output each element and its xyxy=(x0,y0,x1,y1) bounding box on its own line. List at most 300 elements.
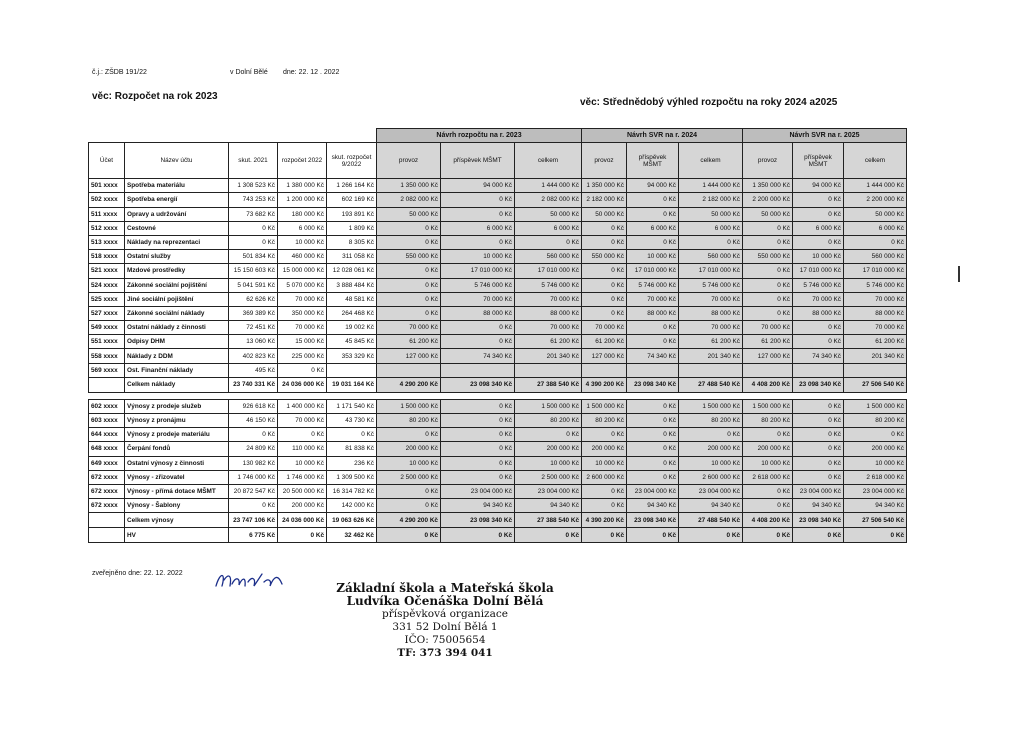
cell-value: 23 004 000 Kč xyxy=(627,484,679,498)
cell-value: 23 004 000 Kč xyxy=(793,484,844,498)
cell-value: 0 Kč xyxy=(377,528,441,543)
cell-value: 0 Kč xyxy=(441,235,515,249)
cell-value: 2 182 000 Kč xyxy=(582,193,627,207)
revenue-total-row xyxy=(89,513,907,528)
group-2023: Návrh rozpočtu na r. 2023 xyxy=(377,129,582,143)
cell-value: 110 000 Kč xyxy=(278,442,327,456)
table-row xyxy=(89,456,907,470)
cell-value: 15 000 000 Kč xyxy=(278,264,327,278)
title-midterm-outlook: věc: Střednědobý výhled rozpočtu na roky 2024 a2025 xyxy=(580,97,838,108)
cell-account xyxy=(89,377,125,392)
cell-value xyxy=(582,363,627,377)
cell-value: 1 444 000 Kč xyxy=(679,179,743,193)
cell-value: 6 000 Kč xyxy=(441,221,515,235)
cell-value: 6 000 Kč xyxy=(515,221,582,235)
cell-value: 50 000 Kč xyxy=(377,207,441,221)
cell-value: 70 000 Kč xyxy=(844,321,907,335)
cell-value: 61 200 Kč xyxy=(582,335,627,349)
cell-account: 527 xxxx xyxy=(89,306,125,320)
cell-value: 23 004 000 Kč xyxy=(844,484,907,498)
cell-value: 27 506 540 Kč xyxy=(844,377,907,392)
table-row xyxy=(89,428,907,442)
cell-value: 2 600 000 Kč xyxy=(679,470,743,484)
cell-value: 1 746 000 Kč xyxy=(229,470,278,484)
cell-value: 74 340 Kč xyxy=(793,349,844,363)
cell-value: 2 500 000 Kč xyxy=(377,470,441,484)
cell-name: Výnosy - zřizovatel xyxy=(125,470,229,484)
cell-value: 80 200 Kč xyxy=(582,414,627,428)
cell-value: 0 Kč xyxy=(627,399,679,413)
cell-value: 560 000 Kč xyxy=(515,250,582,264)
cell-value: 460 000 Kč xyxy=(278,250,327,264)
table-row xyxy=(89,179,907,193)
cell-value: 73 682 Kč xyxy=(229,207,278,221)
cell-value: 70 000 Kč xyxy=(679,321,743,335)
cell-value: 16 314 782 Kč xyxy=(327,484,377,498)
cell-value: 4 290 200 Kč xyxy=(377,513,441,528)
stamp-line-6: TF: 373 394 041 xyxy=(397,647,493,659)
separator-cell xyxy=(229,392,278,399)
cell-account: 644 xxxx xyxy=(89,428,125,442)
cell-name: Zákonné sociální pojištění xyxy=(125,278,229,292)
cell-value: 0 Kč xyxy=(793,207,844,221)
cell-value xyxy=(327,363,377,377)
cell-name: Výnosy - přímá dotace MŠMT xyxy=(125,484,229,498)
cell-value: 127 000 Kč xyxy=(743,349,793,363)
stamp-line-4: 331 52 Dolní Bělá 1 xyxy=(392,621,498,633)
school-stamp xyxy=(335,582,555,660)
cell-value: 5 746 000 Kč xyxy=(793,278,844,292)
title-budget-2023: věc: Rozpočet na rok 2023 xyxy=(92,91,218,102)
cell-value: 10 000 Kč xyxy=(377,456,441,470)
cell-value: 0 Kč xyxy=(582,235,627,249)
cell-value: 10 000 Kč xyxy=(844,456,907,470)
document-ref: č.j.: ZŠDB 191/22 xyxy=(92,69,147,76)
cell-name: Čerpání fondů xyxy=(125,442,229,456)
document-place: v Dolní Bělé xyxy=(230,69,268,76)
cell-value: 560 000 Kč xyxy=(679,250,743,264)
cell-value: 0 Kč xyxy=(582,499,627,513)
cell-value: 353 329 Kč xyxy=(327,349,377,363)
cell-value: 0 Kč xyxy=(441,335,515,349)
cell-value: 81 838 Kč xyxy=(327,442,377,456)
signature-icon xyxy=(212,568,292,594)
cell-account: 518 xxxx xyxy=(89,250,125,264)
col-msmt-2025: příspěvek MŠMT xyxy=(793,143,844,179)
cell-value: 0 Kč xyxy=(582,484,627,498)
cell-value xyxy=(743,363,793,377)
cell-value: 10 000 Kč xyxy=(278,456,327,470)
cell-value: 0 Kč xyxy=(582,292,627,306)
cell-value: 50 000 Kč xyxy=(743,207,793,221)
cell-value: 0 Kč xyxy=(582,221,627,235)
cell-value: 1 746 000 Kč xyxy=(278,470,327,484)
cell-value: 2 618 000 Kč xyxy=(844,470,907,484)
cell-value: 23 098 340 Kč xyxy=(793,513,844,528)
cell-value: 0 Kč xyxy=(627,207,679,221)
cell-value: 1 444 000 Kč xyxy=(844,179,907,193)
cell-value: 0 Kč xyxy=(515,528,582,543)
cell-value: 23 004 000 Kč xyxy=(441,484,515,498)
cell-value: 180 000 Kč xyxy=(278,207,327,221)
cell-value: 0 Kč xyxy=(377,264,441,278)
cell-value: 1 380 000 Kč xyxy=(278,179,327,193)
cell-name: Ostatní výnosy z činnosti xyxy=(125,456,229,470)
table-row xyxy=(89,470,907,484)
cell-value: 127 000 Kč xyxy=(377,349,441,363)
col-provoz-2024: provoz xyxy=(582,143,627,179)
cell-value: 550 000 Kč xyxy=(582,250,627,264)
section-separator xyxy=(89,392,907,399)
table-row xyxy=(89,221,907,235)
cell-value: 94 340 Kč xyxy=(441,499,515,513)
cell-account xyxy=(89,513,125,528)
cell-value: 127 000 Kč xyxy=(582,349,627,363)
cell-account: 672 xxxx xyxy=(89,470,125,484)
cell-value: 2 082 000 Kč xyxy=(515,193,582,207)
cell-value: 236 Kč xyxy=(327,456,377,470)
cell-name: Jiné sociální pojištění xyxy=(125,292,229,306)
cell-value: 24 809 Kč xyxy=(229,442,278,456)
cell-value: 88 000 Kč xyxy=(679,306,743,320)
cell-value: 0 Kč xyxy=(441,193,515,207)
cell-value: 94 340 Kč xyxy=(679,499,743,513)
cell-value: 602 169 Kč xyxy=(327,193,377,207)
cell-value: 0 Kč xyxy=(229,235,278,249)
cell-value: 0 Kč xyxy=(515,235,582,249)
margin-mark xyxy=(958,266,960,282)
cell-value: 550 000 Kč xyxy=(743,250,793,264)
separator-cell xyxy=(327,392,377,399)
cell-value: 1 350 000 Kč xyxy=(582,179,627,193)
cell-value: 80 200 Kč xyxy=(743,414,793,428)
cell-value: 0 Kč xyxy=(743,528,793,543)
cell-value: 43 730 Kč xyxy=(327,414,377,428)
cell-value: 5 746 000 Kč xyxy=(679,278,743,292)
document-date: dne: 22. 12 . 2022 xyxy=(283,69,340,76)
table-row xyxy=(89,349,907,363)
separator-cell xyxy=(125,392,229,399)
cell-value: 402 823 Kč xyxy=(229,349,278,363)
cell-value: 0 Kč xyxy=(582,528,627,543)
col-actual-2021: skut. 2021 xyxy=(229,143,278,179)
cell-value: 0 Kč xyxy=(441,470,515,484)
col-name: Název účtu xyxy=(125,143,229,179)
cell-name: Zákonné sociální náklady xyxy=(125,306,229,320)
cell-value: 94 340 Kč xyxy=(793,499,844,513)
cell-value: 0 Kč xyxy=(229,428,278,442)
cell-value: 501 834 Kč xyxy=(229,250,278,264)
cell-value xyxy=(441,363,515,377)
cell-value: 6 000 Kč xyxy=(627,221,679,235)
cell-value: 70 000 Kč xyxy=(377,321,441,335)
table-row xyxy=(89,235,907,249)
cell-value: 88 000 Kč xyxy=(515,306,582,320)
cell-value: 94 000 Kč xyxy=(627,179,679,193)
col-budget-2022: rozpočet 2022 xyxy=(278,143,327,179)
cell-name: Celkem náklady xyxy=(125,377,229,392)
cell-value: 10 000 Kč xyxy=(278,235,327,249)
cell-value: 200 000 Kč xyxy=(582,442,627,456)
cell-value: 0 Kč xyxy=(441,414,515,428)
hv-row xyxy=(89,528,907,543)
cell-value: 80 200 Kč xyxy=(515,414,582,428)
col-provoz-2023: provoz xyxy=(377,143,441,179)
cell-value: 0 Kč xyxy=(743,484,793,498)
cell-value: 2 182 000 Kč xyxy=(679,193,743,207)
cell-account: 648 xxxx xyxy=(89,442,125,456)
cell-value xyxy=(844,363,907,377)
cell-value: 142 000 Kč xyxy=(327,499,377,513)
cell-value: 23 098 340 Kč xyxy=(441,377,515,392)
cell-value: 88 000 Kč xyxy=(627,306,679,320)
cell-value: 17 010 000 Kč xyxy=(627,264,679,278)
cell-value: 61 200 Kč xyxy=(743,335,793,349)
cell-value xyxy=(679,363,743,377)
cell-value: 201 340 Kč xyxy=(679,349,743,363)
cell-name: Celkem výnosy xyxy=(125,513,229,528)
cell-value: 0 Kč xyxy=(844,428,907,442)
cell-value: 200 000 Kč xyxy=(844,442,907,456)
cell-value: 88 000 Kč xyxy=(793,306,844,320)
cell-account: 513 xxxx xyxy=(89,235,125,249)
stamp-line-1: Základní škola a Mateřská škola xyxy=(336,581,554,595)
cell-value: 61 200 Kč xyxy=(844,335,907,349)
cell-value: 4 408 200 Kč xyxy=(743,513,793,528)
cell-value: 0 Kč xyxy=(627,470,679,484)
cell-value: 0 Kč xyxy=(743,428,793,442)
cell-value: 0 Kč xyxy=(627,414,679,428)
separator-cell xyxy=(793,392,844,399)
cell-value: 0 Kč xyxy=(627,193,679,207)
cell-value: 0 Kč xyxy=(278,363,327,377)
cell-name: Výnosy z pronájmu xyxy=(125,414,229,428)
cell-value: 743 253 Kč xyxy=(229,193,278,207)
cell-value: 0 Kč xyxy=(441,207,515,221)
cell-value: 1 400 000 Kč xyxy=(278,399,327,413)
expense-total-row xyxy=(89,377,907,392)
cell-value: 0 Kč xyxy=(278,428,327,442)
cell-value: 10 000 Kč xyxy=(441,250,515,264)
table-row xyxy=(89,399,907,413)
cell-value: 72 451 Kč xyxy=(229,321,278,335)
cell-value: 6 000 Kč xyxy=(679,221,743,235)
cell-value: 23 004 000 Kč xyxy=(679,484,743,498)
cell-value: 0 Kč xyxy=(582,428,627,442)
cell-value: 0 Kč xyxy=(627,442,679,456)
cell-value: 6 775 Kč xyxy=(229,528,278,543)
cell-name: Výnosy - Šablony xyxy=(125,499,229,513)
cell-value: 0 Kč xyxy=(743,306,793,320)
cell-value: 2 082 000 Kč xyxy=(377,193,441,207)
cell-value: 80 200 Kč xyxy=(844,414,907,428)
cell-value: 23 098 340 Kč xyxy=(441,513,515,528)
cell-name: Ostatní služby xyxy=(125,250,229,264)
cell-value: 27 388 540 Kč xyxy=(515,377,582,392)
stamp-line-2: Ludvíka Očenáška Dolní Bělá xyxy=(346,594,544,608)
cell-value: 0 Kč xyxy=(441,321,515,335)
cell-value: 0 Kč xyxy=(793,470,844,484)
cell-value: 70 000 Kč xyxy=(441,292,515,306)
cell-value: 1 171 540 Kč xyxy=(327,399,377,413)
cell-value: 45 845 Kč xyxy=(327,335,377,349)
cell-value: 2 200 000 Kč xyxy=(743,193,793,207)
cell-value: 201 340 Kč xyxy=(515,349,582,363)
header-spacer xyxy=(89,129,377,143)
cell-name: Náklady z DDM xyxy=(125,349,229,363)
cell-value: 50 000 Kč xyxy=(515,207,582,221)
cell-value: 88 000 Kč xyxy=(441,306,515,320)
cell-value: 70 000 Kč xyxy=(582,321,627,335)
separator-cell xyxy=(377,392,441,399)
cell-value: 1 444 000 Kč xyxy=(515,179,582,193)
cell-value: 15 150 603 Kč xyxy=(229,264,278,278)
cell-value: 0 Kč xyxy=(793,399,844,413)
cell-value: 0 Kč xyxy=(793,321,844,335)
cell-value: 12 028 061 Kč xyxy=(327,264,377,278)
cell-value: 0 Kč xyxy=(743,264,793,278)
cell-value: 61 200 Kč xyxy=(515,335,582,349)
cell-account: 551 xxxx xyxy=(89,335,125,349)
cell-value: 4 390 200 Kč xyxy=(582,377,627,392)
cell-account: 525 xxxx xyxy=(89,292,125,306)
cell-value: 5 041 591 Kč xyxy=(229,278,278,292)
cell-value: 0 Kč xyxy=(743,499,793,513)
cell-value: 2 618 000 Kč xyxy=(743,470,793,484)
cell-value: 70 000 Kč xyxy=(743,321,793,335)
cell-value: 1 500 000 Kč xyxy=(515,399,582,413)
cell-name: Cestovné xyxy=(125,221,229,235)
table-row xyxy=(89,442,907,456)
cell-value: 61 200 Kč xyxy=(679,335,743,349)
group-2024: Návrh SVR na r. 2024 xyxy=(582,129,743,143)
cell-value: 4 390 200 Kč xyxy=(582,513,627,528)
cell-value: 0 Kč xyxy=(582,278,627,292)
cell-value: 94 000 Kč xyxy=(793,179,844,193)
cell-value: 6 000 Kč xyxy=(844,221,907,235)
budget-table xyxy=(88,128,907,543)
cell-value: 10 000 Kč xyxy=(743,456,793,470)
cell-value: 70 000 Kč xyxy=(278,292,327,306)
cell-name: Výnosy z prodeje materiálu xyxy=(125,428,229,442)
cell-value: 4 408 200 Kč xyxy=(743,377,793,392)
cell-value: 74 340 Kč xyxy=(627,349,679,363)
cell-value: 46 150 Kč xyxy=(229,414,278,428)
cell-value: 48 581 Kč xyxy=(327,292,377,306)
table-row xyxy=(89,193,907,207)
cell-value: 1 500 000 Kč xyxy=(679,399,743,413)
cell-value: 200 000 Kč xyxy=(679,442,743,456)
cell-value: 6 000 Kč xyxy=(793,221,844,235)
cell-value: 94 340 Kč xyxy=(627,499,679,513)
separator-cell xyxy=(89,392,125,399)
stamp-line-3: příspěvková organizace xyxy=(382,608,508,620)
cell-value: 0 Kč xyxy=(377,428,441,442)
cell-account: 672 xxxx xyxy=(89,484,125,498)
published-date: zveřejněno dne: 22. 12. 2022 xyxy=(92,570,183,577)
cell-name: Výnosy z prodeje služeb xyxy=(125,399,229,413)
col-total-2024: celkem xyxy=(679,143,743,179)
cell-account: 603 xxxx xyxy=(89,414,125,428)
cell-value: 50 000 Kč xyxy=(582,207,627,221)
cell-value: 19 031 164 Kč xyxy=(327,377,377,392)
cell-value: 0 Kč xyxy=(441,428,515,442)
cell-value: 0 Kč xyxy=(441,399,515,413)
cell-value: 10 000 Kč xyxy=(515,456,582,470)
cell-value: 94 340 Kč xyxy=(844,499,907,513)
cell-value: 70 000 Kč xyxy=(793,292,844,306)
cell-value: 0 Kč xyxy=(679,528,743,543)
cell-value: 0 Kč xyxy=(627,321,679,335)
stamp-line-5: IČO: 75005654 xyxy=(404,634,486,646)
cell-name: Spotřeba materiálu xyxy=(125,179,229,193)
cell-value: 0 Kč xyxy=(793,428,844,442)
cell-value: 130 982 Kč xyxy=(229,456,278,470)
group-2025: Návrh SVR na r. 2025 xyxy=(743,129,907,143)
cell-value: 1 308 523 Kč xyxy=(229,179,278,193)
table-row xyxy=(89,250,907,264)
cell-value: 0 Kč xyxy=(844,235,907,249)
cell-value: 0 Kč xyxy=(627,456,679,470)
cell-value: 0 Kč xyxy=(793,442,844,456)
cell-value: 0 Kč xyxy=(377,499,441,513)
cell-value: 32 462 Kč xyxy=(327,528,377,543)
cell-value: 24 036 000 Kč xyxy=(278,513,327,528)
cell-value: 19 063 626 Kč xyxy=(327,513,377,528)
cell-value: 0 Kč xyxy=(278,528,327,543)
cell-account: 549 xxxx xyxy=(89,321,125,335)
cell-value: 1 500 000 Kč xyxy=(377,399,441,413)
cell-value: 0 Kč xyxy=(793,528,844,543)
cell-value: 0 Kč xyxy=(441,528,515,543)
cell-value: 61 200 Kč xyxy=(377,335,441,349)
cell-name: Náklady na reprezentaci xyxy=(125,235,229,249)
cell-value: 1 200 000 Kč xyxy=(278,193,327,207)
cell-value: 0 Kč xyxy=(793,235,844,249)
cell-value: 0 Kč xyxy=(627,235,679,249)
cell-value: 70 000 Kč xyxy=(515,321,582,335)
table-row xyxy=(89,278,907,292)
table-row xyxy=(89,499,907,513)
cell-value: 0 Kč xyxy=(229,499,278,513)
cell-value: 0 Kč xyxy=(441,456,515,470)
cell-value: 80 200 Kč xyxy=(679,414,743,428)
col-total-2025: celkem xyxy=(844,143,907,179)
table-row xyxy=(89,321,907,335)
cell-value: 17 010 000 Kč xyxy=(441,264,515,278)
separator-cell xyxy=(844,392,907,399)
cell-value: 5 746 000 Kč xyxy=(515,278,582,292)
separator-cell xyxy=(627,392,679,399)
cell-value: 15 000 Kč xyxy=(278,335,327,349)
cell-value: 1 266 164 Kč xyxy=(327,179,377,193)
cell-value: 23 747 106 Kč xyxy=(229,513,278,528)
cell-value: 10 000 Kč xyxy=(793,250,844,264)
cell-value: 20 500 000 Kč xyxy=(278,484,327,498)
cell-account: 524 xxxx xyxy=(89,278,125,292)
cell-value: 2 600 000 Kč xyxy=(582,470,627,484)
cell-name: Ost. Finanční náklady xyxy=(125,363,229,377)
cell-value: 0 Kč xyxy=(327,428,377,442)
cell-account: 512 xxxx xyxy=(89,221,125,235)
cell-value: 550 000 Kč xyxy=(377,250,441,264)
cell-value: 5 746 000 Kč xyxy=(441,278,515,292)
cell-value: 0 Kč xyxy=(441,442,515,456)
cell-value: 27 488 540 Kč xyxy=(679,377,743,392)
table-row xyxy=(89,484,907,498)
cell-value: 0 Kč xyxy=(377,306,441,320)
table-row xyxy=(89,306,907,320)
